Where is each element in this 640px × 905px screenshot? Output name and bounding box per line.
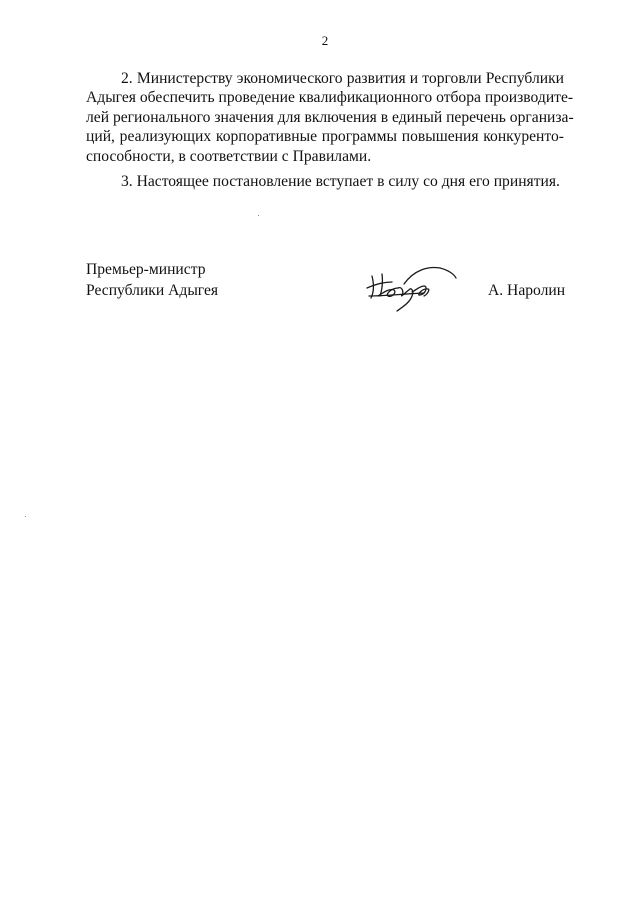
page-number: 2 [321,33,329,48]
scan-speck [258,215,259,216]
signer-position [86,259,218,301]
signature-icon [364,262,460,312]
paragraph-3 [86,172,564,191]
paragraph-2 [86,69,574,166]
signer-position-line: Республики Адыгея [86,282,219,299]
paragraph-line: 2. Министерству экономического развития и торговли Республики [121,70,564,87]
paragraph-line: 3. Настоящее постановление вступает в силу со дня его принятия. [121,173,560,190]
paragraph-line: ций, реализующих корпоративные программы повышения конкуренто- [86,128,564,146]
paragraph-line: лей регионального значения для включения в единый перечень организа- [86,108,574,126]
paragraph-line: способности, в соответствии с Правилами. [86,147,372,165]
scan-speck [25,516,26,517]
paragraph-line: Адыгея обеспечить проведение квалификационного отбора производите- [86,89,574,107]
signer-name: А. Наролин [488,282,566,299]
signer-position-line: Премьер-министр [86,261,206,278]
